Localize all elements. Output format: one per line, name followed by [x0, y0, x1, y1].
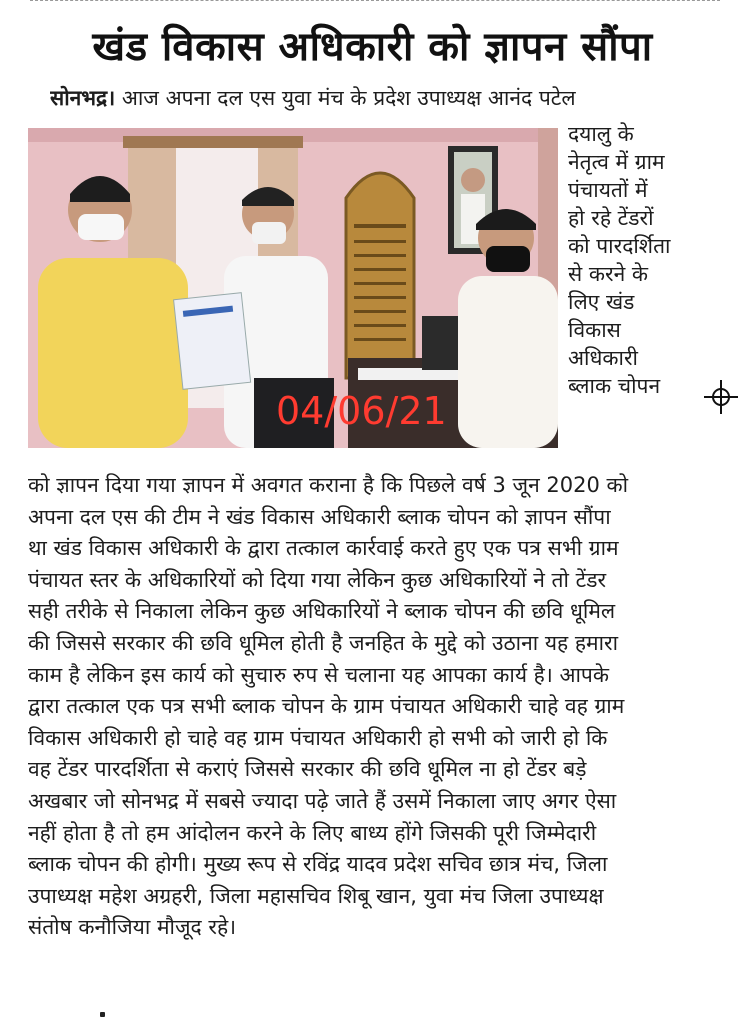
body-line: ब्लाक चोपन की होगी। मुख्य रूप से रविंद्र यादव प्रदेश सचिव छात्र मंच, जिला	[28, 852, 608, 877]
side-column-line: पंचायतों में	[568, 178, 648, 202]
body-line: अखबार जो सोनभद्र में सबसे ज्यादा पढ़े जाते हैं उसमें निकाला जाए अगर ऐसा	[28, 788, 617, 813]
side-column-line: ब्लाक चोपन	[568, 374, 661, 398]
side-column	[568, 120, 688, 460]
honor-board-plaque-icon	[346, 173, 414, 378]
body-line: नहीं होता है तो हम आंदोलन करने के लिए बाध्य होंगे जिसकी पूरी जिम्मेदारी	[28, 820, 597, 845]
photo-date-stamp: 04/06/21	[276, 389, 447, 433]
body-line: सही तरीके से निकाला लेकिन कुछ अधिकारियों ने ब्लाक चोपन की छवि धूमिल	[28, 599, 616, 624]
body-line: अपना दल एस की टीम ने खंड विकास अधिकारी ब्लाक चोपन को ज्ञापन सौंपा	[28, 504, 611, 529]
lead-line	[50, 84, 710, 114]
photo-illustration	[28, 128, 558, 448]
side-column-line: लिए खंड	[568, 290, 635, 314]
side-column-line: विकास	[568, 318, 621, 342]
article-body	[28, 470, 688, 1000]
news-photo	[28, 128, 558, 448]
side-column-line: से करने के	[568, 262, 649, 286]
side-column-line: को पारदर्शिता	[568, 234, 671, 258]
page-mark	[100, 1012, 105, 1017]
side-column-line: नेतृत्व में ग्राम	[568, 150, 665, 174]
body-line: उपाध्यक्ष महेश अग्रहरी, जिला महासचिव शिबू खान, युवा मंच जिला उपाध्यक्ष	[28, 883, 604, 908]
headline: खंड विकास अधिकारी को ज्ञापन सौंपा	[92, 24, 653, 70]
crosshair-icon	[704, 380, 738, 414]
body-line: विकास अधिकारी हो चाहे वह ग्राम पंचायत अधिकारी हो सभी को जारी हो कि	[28, 725, 608, 750]
side-column-line: दयालु के	[568, 122, 634, 146]
top-divider	[30, 0, 720, 9]
body-line: था खंड विकास अधिकारी के द्वारा तत्काल कार्रवाई करते हुए एक पत्र सभी ग्राम	[28, 536, 619, 561]
body-line: की जिससे सरकार की छवि धूमिल होती है जनहित के मुद्दे को उठाना यह हमारा	[28, 630, 619, 655]
body-line: काम है लेकिन इस कार्य को सुचारु रुप से चलाना यह आपका कार्य है। आपके	[28, 662, 609, 687]
body-line: वह टेंडर पारदर्शिता से कराएं जिससे सरकार की छवि धूमिल ना हो टेंडर बड़े	[28, 757, 587, 782]
side-column-line: अधिकारी	[568, 346, 638, 370]
side-column-line: हो रहे टेंडरों	[568, 206, 654, 230]
body-line: को ज्ञापन दिया गया ज्ञापन में अवगत कराना है कि पिछले वर्ष 3 जून 2020 को	[28, 473, 629, 497]
dateline-place: सोनभद्र।	[50, 86, 116, 110]
body-line: पंचायत स्तर के अधिकारियों को दिया गया लेकिन कुछ अधिकारियों ने तो टेंडर	[28, 567, 607, 592]
lead-text: आज अपना दल एस युवा मंच के प्रदेश उपाध्यक्ष आनंद पटेल	[115, 86, 576, 110]
body-line: द्वारा तत्काल एक पत्र सभी ब्लाक चोपन के ग्राम पंचायत अधिकारी चाहे वह ग्राम	[28, 694, 625, 719]
body-line: संतोष कनौजिया मौजूद रहे।	[28, 915, 237, 940]
